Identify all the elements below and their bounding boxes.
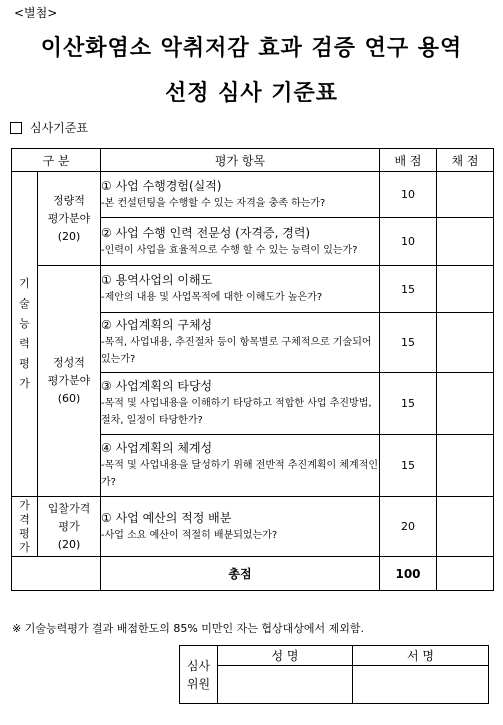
reviewer-name-field[interactable] bbox=[218, 666, 353, 704]
score-cell[interactable] bbox=[437, 435, 494, 497]
item-title: ① 용역사업의 이해도 bbox=[101, 273, 213, 287]
footnote: ※ 기술능력평가 결과 배점한도의 85% 미만인 자는 협상대상에서 제외함. bbox=[12, 622, 365, 635]
sub-quant-line1: 정량적 bbox=[53, 193, 85, 207]
group-tech bbox=[12, 172, 38, 497]
score-cell[interactable] bbox=[437, 172, 494, 218]
item-cell bbox=[101, 373, 380, 435]
reviewer-sign-field[interactable] bbox=[353, 666, 489, 704]
item-desc: -목적 및 사업내용을 이해하기 타당하고 적합한 사업 추진방법, 절차, 일정이 타당한가? bbox=[101, 398, 372, 426]
item-cell bbox=[101, 172, 380, 218]
reviewer-label-line1: 심사 bbox=[186, 658, 211, 673]
item-title: ② 사업 수행 인력 전문성 (자격증, 경력) bbox=[101, 225, 311, 240]
total-row bbox=[12, 557, 494, 591]
header-score: 채 점 bbox=[437, 149, 494, 172]
reviewer-table bbox=[179, 645, 489, 704]
reviewer-name-header: 성 명 bbox=[218, 646, 353, 666]
sub-quant-line2: 평가분야 bbox=[47, 211, 91, 225]
reviewer-header-row bbox=[180, 646, 489, 666]
item-desc: -인력이 사업을 효율적으로 수행 할 수 있는 능력이 있는가? bbox=[101, 244, 358, 256]
total-empty-cell bbox=[12, 557, 101, 591]
header-category: 구 분 bbox=[12, 149, 101, 172]
sub-price bbox=[38, 497, 101, 557]
item-cell bbox=[101, 435, 380, 497]
score-cell[interactable] bbox=[437, 373, 494, 435]
sub-qual-line1: 정성적 bbox=[53, 356, 85, 369]
table-row bbox=[12, 172, 494, 218]
sub-quant bbox=[38, 172, 101, 266]
sub-price-line3: (20) bbox=[57, 537, 81, 551]
item-points: 15 bbox=[380, 313, 437, 373]
checkbox-square-icon bbox=[10, 122, 22, 134]
item-desc: -제안의 내용 및 사업목적에 대한 이해도가 높은가? bbox=[101, 292, 323, 303]
total-score-cell[interactable] bbox=[437, 557, 494, 591]
total-value: 100 bbox=[380, 557, 437, 591]
evaluation-table bbox=[11, 148, 494, 591]
section-label: 심사기준표 bbox=[30, 121, 88, 135]
sub-price-line1: 입찰가격 bbox=[47, 501, 91, 515]
item-cell bbox=[101, 313, 380, 373]
item-title: ① 사업 예산의 적정 배분 bbox=[101, 510, 232, 525]
sub-price-line2: 평가 bbox=[58, 519, 80, 533]
score-cell[interactable] bbox=[437, 497, 494, 557]
table-row bbox=[12, 266, 494, 313]
item-points: 15 bbox=[380, 373, 437, 435]
item-desc: -목적, 사업내용, 추진절차 등이 항목별로 구체적으로 기술되어 있는가? bbox=[101, 337, 372, 365]
reviewer-label bbox=[180, 646, 218, 704]
table-header-row bbox=[12, 149, 494, 172]
reviewer-label-line2: 위원 bbox=[186, 676, 211, 691]
item-desc: -목적 및 사업내용을 달성하기 위해 전반적 추진계획이 체계적인가? bbox=[101, 460, 379, 488]
document-title: 이산화염소 악취저감 효과 검증 연구 용역 bbox=[40, 36, 463, 61]
item-points: 15 bbox=[380, 435, 437, 497]
item-points: 20 bbox=[380, 497, 437, 557]
header-points: 배 점 bbox=[380, 149, 437, 172]
item-cell bbox=[101, 266, 380, 313]
document-subtitle: 선정 심사 기준표 bbox=[164, 81, 339, 106]
score-cell[interactable] bbox=[437, 313, 494, 373]
group-price-label: 가 격 평 가 bbox=[19, 498, 30, 554]
item-points: 10 bbox=[380, 172, 437, 218]
header-items: 평가 항목 bbox=[101, 149, 380, 172]
item-points: 15 bbox=[380, 266, 437, 313]
item-desc: -본 컨설턴팅을 수행할 수 있는 자격을 충족 하는가? bbox=[101, 197, 326, 209]
group-price bbox=[12, 497, 38, 557]
total-label: 총점 bbox=[101, 557, 380, 591]
sub-qual bbox=[38, 266, 101, 497]
item-title: ④ 사업계획의 체계성 bbox=[101, 441, 213, 455]
table-row bbox=[12, 497, 494, 557]
item-desc: -사업 소요 예산이 적절히 배분되었는가? bbox=[101, 529, 278, 541]
score-cell[interactable] bbox=[437, 218, 494, 266]
sub-quant-line3: (20) bbox=[57, 229, 81, 243]
item-title: ③ 사업계획의 타당성 bbox=[101, 379, 213, 393]
group-tech-label: 기 술 능 력 평 가 bbox=[19, 277, 30, 390]
reviewer-sign-header: 서 명 bbox=[353, 646, 489, 666]
item-cell bbox=[101, 218, 380, 266]
sub-qual-line2: 평가분야 bbox=[47, 374, 91, 387]
item-title: ② 사업계획의 구체성 bbox=[101, 318, 213, 332]
section-heading bbox=[10, 119, 88, 136]
reviewer-input-row bbox=[180, 666, 489, 704]
sub-qual-line3: (60) bbox=[57, 392, 81, 405]
item-title: ① 사업 수행경험(실적) bbox=[101, 178, 222, 193]
attachment-label: <별첨> bbox=[14, 6, 58, 20]
score-cell[interactable] bbox=[437, 266, 494, 313]
item-points: 10 bbox=[380, 218, 437, 266]
item-cell bbox=[101, 497, 380, 557]
